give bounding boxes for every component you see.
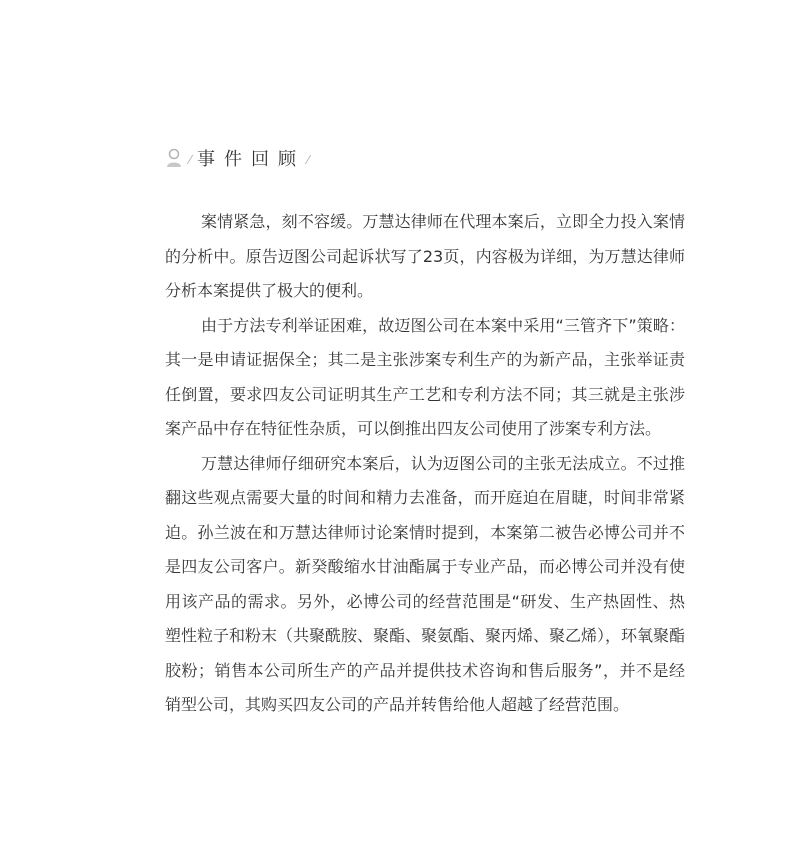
section-header [165,145,315,171]
article-body [165,205,685,723]
person-icon [165,148,183,168]
section-title: 事件回顾 [197,149,306,170]
paragraph-2: 由于方法专利举证困难，故迈图公司在本案中采用“三管齐下”策略：其一是申请证据保全；其二是主张涉案专利生产的为新产品，主张举证责任倒置，要求四友公司证明其生产工艺和专利方法不同；其三就是主张涉案产品中存在特征性杂质，可以倒推出四友公司使用了涉案专利方法。 [165,315,685,438]
paragraph-3: 万慧达律师仔细研究本案后，认为迈图公司的主张无法成立。不过推翻这些观点需要大量的时间和精力去准备，而开庭迫在眉睫，时间非常紧迫。孙兰波在和万慧达律师讨论案情时提到，本案第二被告必博公司并不是四友公司客户。新癸酸缩水甘油酯属于专业产品，而必博公司并没有使用该产品的需求。另外，必博公司的经营范围是“研发、生产热固性、热塑性粒子和粉末（共聚酰胺、聚酯、聚氨酯、聚丙烯、聚乙烯），环氧聚酯胶粉；销售本公司所生产的产品并提供技术咨询和售后服务”，并不是经销型公司，其购买四友公司的产品并转售给他人超越了经营范围。 [165,453,686,714]
slash-decoration: ⁄ [307,153,310,167]
paragraph-1: 案情紧急，刻不容缓。万慧达律师在代理本案后，立即全力投入案情的分析中。原告迈图公司起诉状写了23页，内容极为详细，为万慧达律师分析本案提供了极大的便利。 [165,212,685,300]
slash-decoration: ⁄ [189,153,192,167]
